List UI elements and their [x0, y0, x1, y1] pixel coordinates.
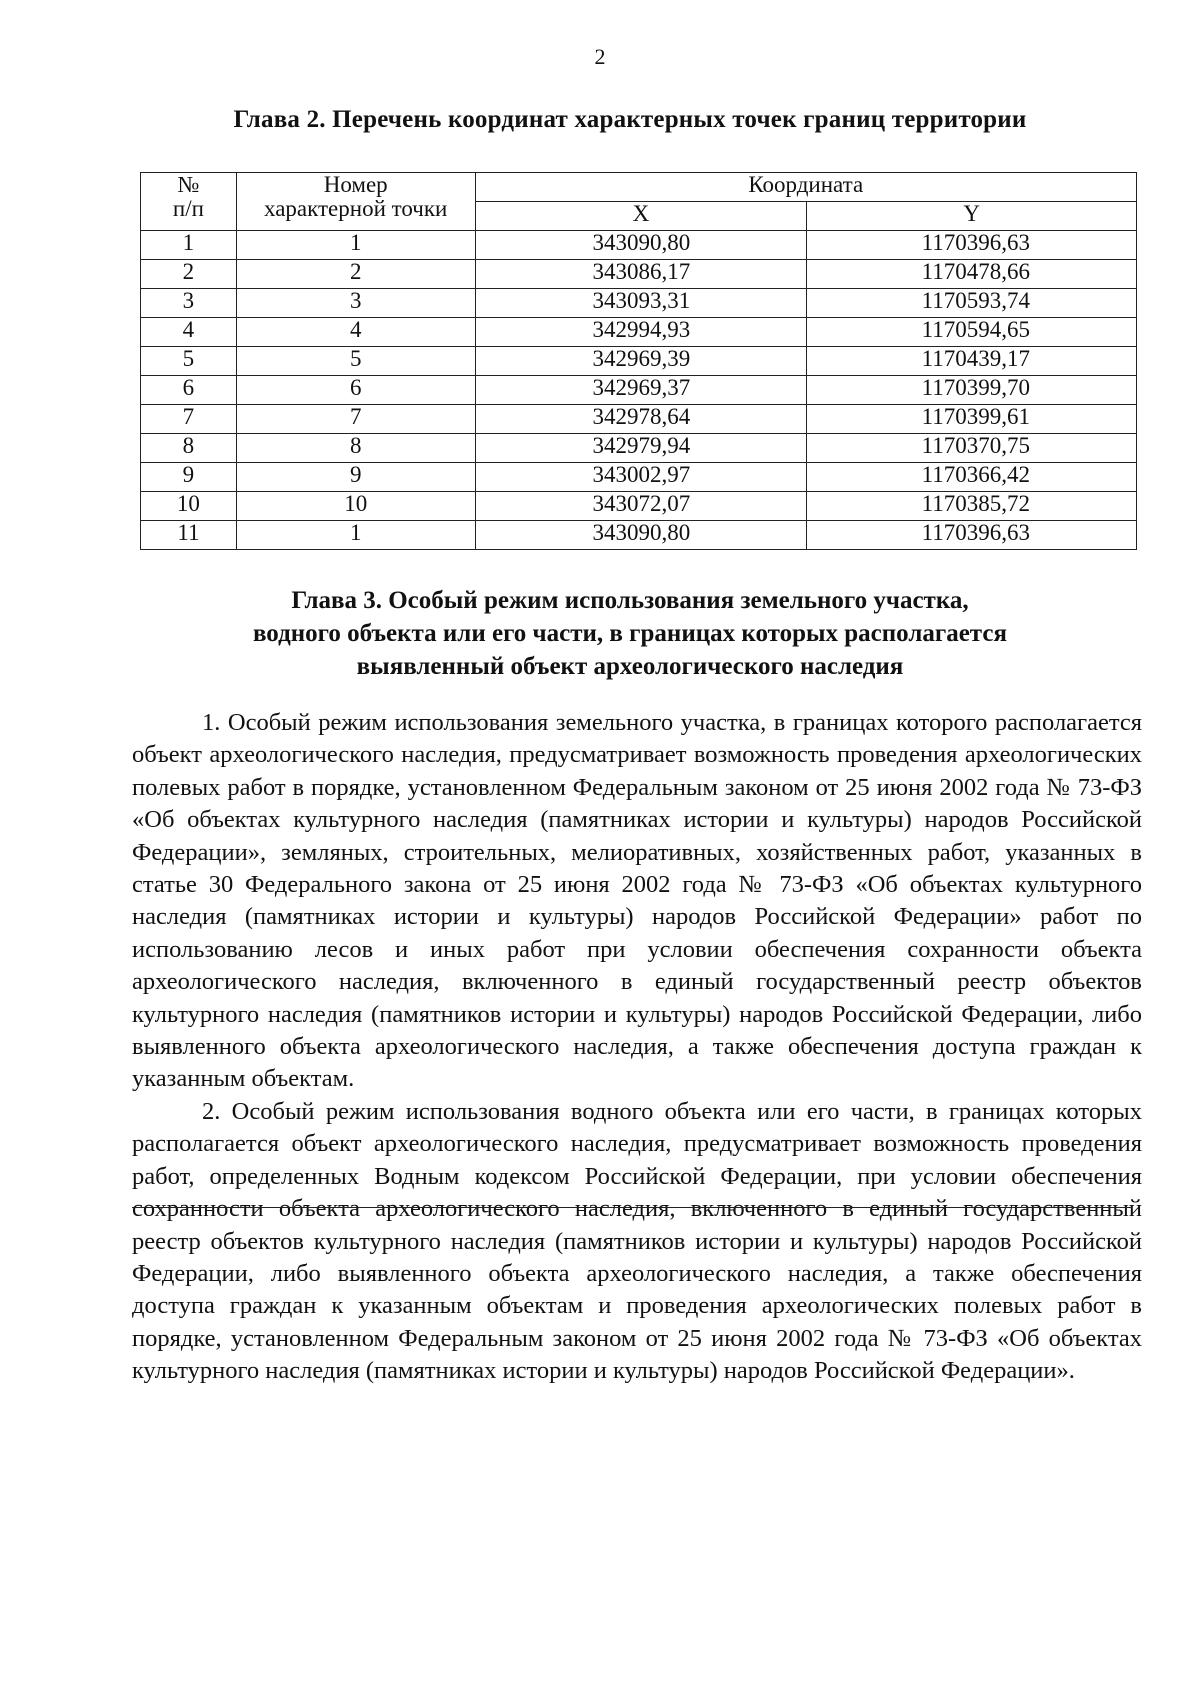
row-x-cell: 342978,64 — [475, 405, 807, 434]
row-index-cell: 6 — [141, 376, 237, 405]
row-point-cell: 7 — [236, 405, 475, 434]
row-y-cell: 1170593,74 — [807, 289, 1137, 318]
row-y-cell: 1170399,61 — [807, 405, 1137, 434]
header-point-line1: Номер — [323, 172, 388, 197]
table-row — [141, 405, 1137, 434]
row-index-cell: 10 — [141, 492, 237, 521]
row-index-cell: 3 — [141, 289, 237, 318]
row-point-cell: 9 — [236, 463, 475, 492]
chapter3-title-line2: водного объекта или его части, в границах которых располагается — [252, 620, 1008, 647]
row-x-cell: 343090,80 — [475, 231, 807, 260]
row-y-cell: 1170594,65 — [807, 318, 1137, 347]
table-row — [141, 376, 1137, 405]
table-row — [141, 434, 1137, 463]
chapter3-title-line1: Глава 3. Особый режим использования земельного участка, — [291, 587, 969, 614]
row-x-cell: 342969,39 — [475, 347, 807, 376]
header-index-line2: п/п — [172, 196, 204, 221]
row-x-cell: 343002,97 — [475, 463, 807, 492]
header-x: X — [475, 202, 807, 231]
row-y-cell: 1170370,75 — [807, 434, 1137, 463]
row-x-cell: 343093,31 — [475, 289, 807, 318]
row-index-cell: 1 — [141, 231, 237, 260]
chapter2-title: Глава 2. Перечень координат характерных точек границ территории — [233, 106, 1027, 133]
row-index-cell: 2 — [141, 260, 237, 289]
row-index-cell: 4 — [141, 318, 237, 347]
header-point-line2: характерной точки — [264, 196, 448, 221]
row-y-cell: 1170385,72 — [807, 492, 1137, 521]
row-point-cell: 1 — [236, 521, 475, 550]
row-y-cell: 1170396,63 — [807, 521, 1137, 550]
header-index-line1: № — [177, 172, 200, 197]
chapter3-title — [150, 584, 1110, 683]
row-point-cell: 2 — [236, 260, 475, 289]
page-number: 2 — [594, 44, 606, 69]
row-index-cell: 11 — [141, 521, 237, 550]
row-index-cell: 9 — [141, 463, 237, 492]
row-point-cell: 6 — [236, 376, 475, 405]
row-x-cell: 343086,17 — [475, 260, 807, 289]
table-row — [141, 318, 1137, 347]
table-row — [141, 463, 1137, 492]
row-point-cell: 1 — [236, 231, 475, 260]
paragraph-2: 2. Особый режим использования водного объекта или его части, в границах которых располагается объект археологического наследия, предусматривает возможность проведения работ, определенных Водным кодексом Российской Федерации, при условии обеспечения сохранности объекта археологического наследия, включенного в единый государственный реестр объектов культурного наследия (памятников истории и культуры) народов Российской Федерации, либо выявленного объекта археологического наследия, а также обеспечения доступа граждан к указанным объектам и проведения археологических полевых работ в порядке, установленном Федеральным законом от 25 июня 2002 года № 73-ФЗ «Об объектах культурного наследия (памятниках истории и культуры) народов Российской Федерации». — [132, 1097, 1142, 1385]
chapter3-body — [132, 707, 1142, 1388]
header-coordinate: Координата — [475, 173, 1136, 202]
row-y-cell: 1170478,66 — [807, 260, 1137, 289]
header-index — [141, 173, 237, 231]
table-row — [141, 289, 1137, 318]
row-point-cell: 8 — [236, 434, 475, 463]
table-row — [141, 231, 1137, 260]
coordinates-table — [140, 172, 1137, 550]
row-point-cell: 3 — [236, 289, 475, 318]
footer-divider — [132, 1207, 1132, 1208]
row-index-cell: 7 — [141, 405, 237, 434]
header-point — [236, 173, 475, 231]
row-x-cell: 343090,80 — [475, 521, 807, 550]
paragraph-1: 1. Особый режим использования земельного участка, в границах которого располагается объект археологического наследия, предусматривает возможность проведения археологических полевых работ в порядке, установленном Федеральным законом от 25 июня 2002 года № 73-ФЗ «Об объектах культурного наследия (памятниках истории и культуры) народов Российской Федерации», земляных, строительных, мелиоративных, хозяйственных работ, указанных в статье 30 Федерального закона от 25 июня 2002 года № 73-ФЗ «Об объектах культурного наследия (памятниках истории и культуры) народов Российской Федерации» работ по использованию лесов и иных работ при условии обеспечения сохранности объекта археологического наследия, включенного в единый государственный реестр объектов культурного наследия (памятников истории и культуры) народов Российской Федерации, либо выявленного объекта археологического наследия, а также обеспечения доступа граждан к указанным объектам. — [132, 709, 1142, 1093]
header-y: Y — [807, 202, 1137, 231]
row-point-cell: 4 — [236, 318, 475, 347]
table-header-row — [141, 173, 1137, 202]
row-y-cell: 1170396,63 — [807, 231, 1137, 260]
row-x-cell: 342994,93 — [475, 318, 807, 347]
chapter3-title-line3: выявленный объект археологического наследия — [356, 653, 904, 680]
row-x-cell: 342969,37 — [475, 376, 807, 405]
table-row — [141, 347, 1137, 376]
row-point-cell: 10 — [236, 492, 475, 521]
row-y-cell: 1170439,17 — [807, 347, 1137, 376]
row-index-cell: 8 — [141, 434, 237, 463]
row-x-cell: 342979,94 — [475, 434, 807, 463]
row-x-cell: 343072,07 — [475, 492, 807, 521]
row-y-cell: 1170366,42 — [807, 463, 1137, 492]
row-index-cell: 5 — [141, 347, 237, 376]
row-y-cell: 1170399,70 — [807, 376, 1137, 405]
table-row — [141, 492, 1137, 521]
row-point-cell: 5 — [236, 347, 475, 376]
table-row — [141, 521, 1137, 550]
table-row — [141, 260, 1137, 289]
